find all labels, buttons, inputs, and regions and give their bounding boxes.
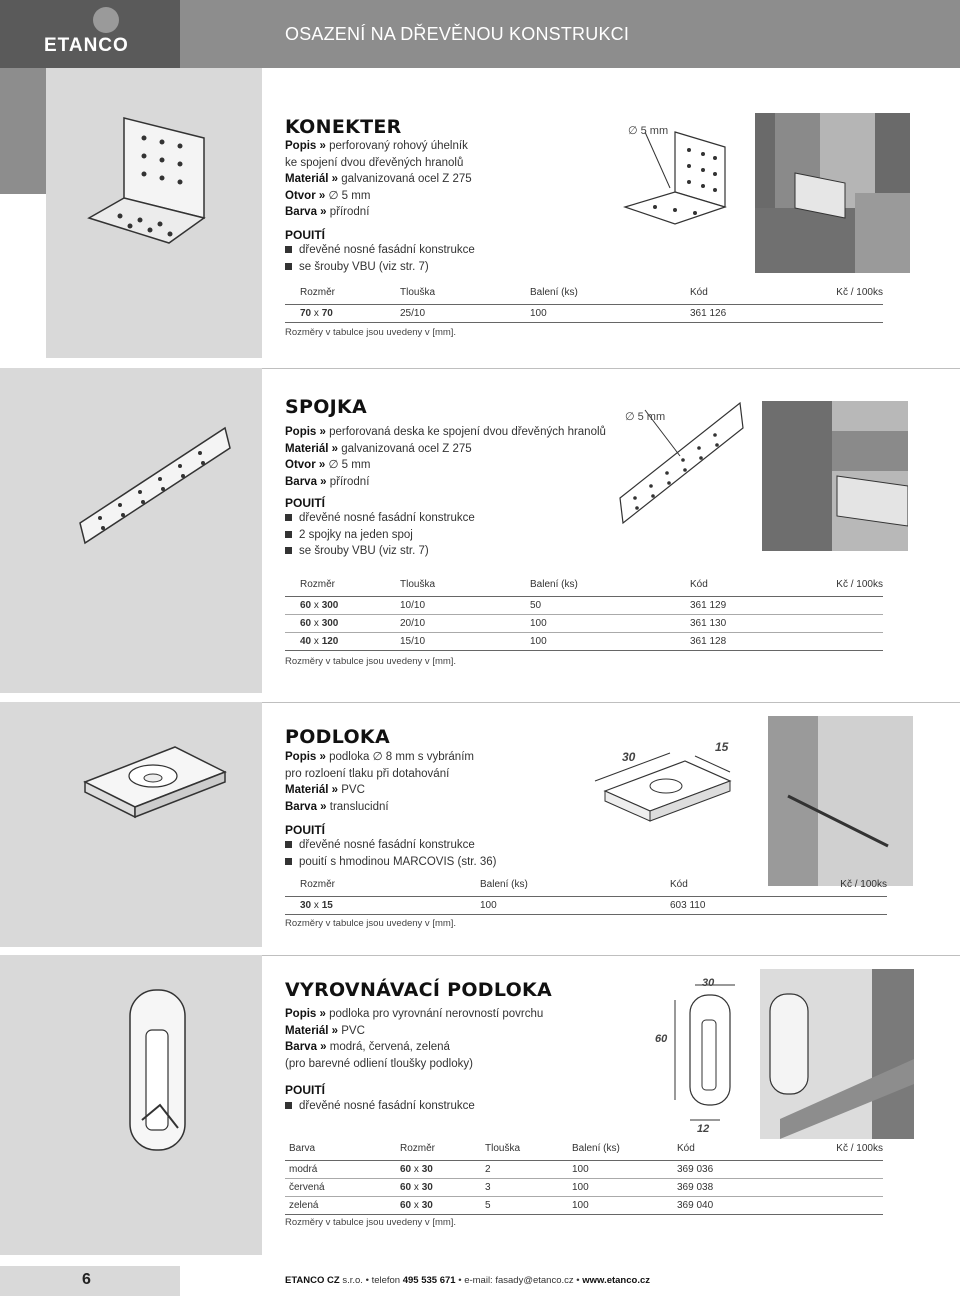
- dimension-label-12: 12: [697, 1123, 710, 1135]
- usage-item: se šrouby VBU (viz str. 7): [285, 543, 475, 560]
- shim-dimension-drawing: [650, 975, 750, 1135]
- table-row: 40 x 120 15/10 100 361 128: [285, 632, 883, 650]
- levelling-shim-illustration: [120, 980, 200, 1160]
- section-konekter: [0, 68, 960, 358]
- header-title-bar: [180, 0, 960, 68]
- usage-item: pouití s hmodinou MARCOVIS (str. 36): [285, 854, 497, 871]
- desc-line: Popis » perforovaný rohový úhelník: [285, 140, 468, 152]
- product-title: PODLOKA: [285, 726, 390, 748]
- col-header: Kód: [677, 1140, 797, 1160]
- desc-line: Popis » podloka ∅ 8 mm s vybráním: [285, 751, 474, 763]
- desc-line: Otvor » ∅ 5 mm: [285, 189, 371, 202]
- product-title: KONEKTER: [285, 116, 402, 138]
- desc-line: Otvor » ∅ 5 mm: [285, 459, 371, 471]
- table-row: 70 x 70 25/10 100 361 126: [285, 304, 883, 322]
- logo-text: ETANCO: [44, 35, 129, 56]
- col-header: Balení (ks): [572, 1140, 677, 1160]
- col-header: Kód: [670, 876, 820, 896]
- spec-table: [285, 576, 883, 651]
- section-podlozka: [0, 702, 960, 947]
- col-header: Tlouška: [485, 1140, 572, 1160]
- col-header: Balení (ks): [530, 576, 690, 596]
- spec-table: [285, 876, 887, 915]
- desc-line: ke spojení dvou dřevěných hranolů: [285, 156, 464, 169]
- size-cell: 30 x 15: [300, 896, 480, 914]
- hole-diameter-label: ∅ 5 mm: [628, 125, 669, 137]
- usage-list: [285, 837, 497, 870]
- logo-block: [0, 0, 180, 68]
- web-link[interactable]: www.etanco.cz: [582, 1275, 650, 1286]
- installation-photo: [755, 113, 910, 273]
- size-cell: 70 x 70: [300, 304, 400, 322]
- col-header: Kč / 100ks: [797, 1140, 883, 1160]
- angle-bracket-illustration: [74, 108, 244, 258]
- usage-item: dřevěné nosné fasádní konstrukce: [285, 242, 475, 259]
- section-divider: [262, 368, 960, 369]
- col-header: Kč / 100ks: [820, 576, 883, 596]
- spec-table: [285, 284, 883, 323]
- dimension-label-30: 30: [702, 977, 715, 989]
- usage-item: dřevěné nosné fasádní konstrukce: [285, 837, 497, 854]
- size-cell: 60 x 300: [300, 596, 400, 614]
- product-image-panel: [0, 955, 262, 1255]
- flat-plate-illustration: [75, 408, 235, 558]
- size-cell: 60 x 30: [400, 1160, 485, 1178]
- desc-line: Materiál » PVC: [285, 1024, 365, 1037]
- col-header: Tlouška: [400, 576, 530, 596]
- product-description: [285, 1006, 543, 1072]
- desc-line: Barva » přírodní: [285, 206, 370, 218]
- usage-item: dřevěné nosné fasádní konstrukce: [285, 510, 475, 527]
- logo-icon: [93, 7, 119, 33]
- desc-line: Barva » přírodní: [285, 475, 370, 488]
- usage-heading: POUITÍ: [285, 1083, 326, 1097]
- units-note: Rozměry v tabulce jsou uvedeny v [mm].: [285, 656, 457, 667]
- desc-line: Popis » perforovaná deska ke spojení dvou dřevěných hranolů: [285, 426, 606, 438]
- col-header: Rozměr: [300, 576, 400, 596]
- size-cell: 60 x 300: [300, 614, 400, 632]
- email-link[interactable]: fasady@etanco.cz: [495, 1275, 574, 1286]
- product-description: [285, 138, 472, 221]
- washer-illustration: [80, 742, 230, 822]
- usage-heading: POUITÍ: [285, 823, 326, 837]
- page-title: OSAZENÍ NA DŘEVĚNOU KONSTRUKCI: [285, 24, 630, 44]
- table-row: červená 60 x 30 3 100 369 038: [285, 1178, 883, 1196]
- col-header: Tlouška: [400, 284, 530, 304]
- page-number: 6: [82, 1271, 91, 1288]
- desc-line: Materiál » galvanizovaná ocel Z 275: [285, 173, 472, 185]
- product-description: [285, 424, 606, 490]
- col-header: Kč / 100ks: [820, 876, 887, 896]
- units-note: Rozměry v tabulce jsou uvedeny v [mm].: [285, 918, 457, 929]
- usage-list: [285, 510, 475, 560]
- usage-item: dřevěné nosné fasádní konstrukce: [285, 1098, 475, 1115]
- section-vyrovnavaci-podlozka: [0, 955, 960, 1255]
- bullet-icon: •: [458, 1275, 465, 1286]
- col-header: Barva: [285, 1140, 400, 1160]
- usage-heading: POUITÍ: [285, 228, 326, 242]
- product-image-panel: [0, 368, 262, 693]
- installation-photo: [760, 969, 914, 1139]
- section-divider: [262, 955, 960, 956]
- desc-line: pro rozloení tlaku při dotahování: [285, 767, 450, 780]
- col-header: Rozměr: [300, 284, 400, 304]
- col-header: Balení (ks): [480, 876, 670, 896]
- installation-photo: [762, 401, 908, 551]
- contact-line: ETANCO CZ s.r.o. • telefon 495 535 671 • e-mail: fasady@etanco.cz • www.etanco.cz: [285, 1275, 650, 1286]
- desc-line: Materiál » PVC: [285, 784, 365, 796]
- spec-table: [285, 1140, 883, 1215]
- section-spojka: [0, 368, 960, 693]
- col-header: Balení (ks): [530, 284, 690, 304]
- col-header: Kč / 100ks: [820, 284, 883, 304]
- desc-line: Barva » modrá, červená, zelená: [285, 1041, 450, 1053]
- installation-photo: [768, 716, 913, 886]
- page-footer: [0, 1266, 960, 1296]
- table-row: modrá 60 x 30 2 100 369 036: [285, 1160, 883, 1178]
- desc-line: Popis » podloka pro vyrovnání nerovností povrchu: [285, 1008, 544, 1020]
- dimension-label-60: 60: [655, 1033, 668, 1045]
- desc-line: (pro barevné odliení tloušky podloky): [285, 1057, 473, 1070]
- col-header: Kód: [690, 576, 820, 596]
- units-note: Rozměry v tabulce jsou uvedeny v [mm].: [285, 1217, 457, 1228]
- usage-heading: POUITÍ: [285, 496, 326, 510]
- usage-list: [285, 242, 475, 275]
- col-header: Rozměr: [400, 1140, 485, 1160]
- table-row: 60 x 300 20/10 100 361 130: [285, 614, 883, 632]
- table-row: 60 x 300 10/10 50 361 129: [285, 596, 883, 614]
- dimension-label-15: 15: [715, 740, 729, 754]
- product-image-panel: [46, 68, 262, 358]
- bullet-icon: •: [576, 1275, 583, 1286]
- product-description: [285, 749, 474, 815]
- product-title: SPOJKA: [285, 396, 368, 418]
- table-row: 30 x 15 100 603 110: [285, 896, 887, 914]
- size-cell: 60 x 30: [400, 1196, 485, 1214]
- usage-list: [285, 1098, 475, 1115]
- product-image-panel: [0, 702, 262, 947]
- table-row: zelená 60 x 30 5 100 369 040: [285, 1196, 883, 1214]
- size-cell: 60 x 30: [400, 1178, 485, 1196]
- col-header: Kód: [690, 284, 820, 304]
- page-header: [0, 0, 960, 68]
- usage-item: se šrouby VBU (viz str. 7): [285, 259, 475, 276]
- units-note: Rozměry v tabulce jsou uvedeny v [mm].: [285, 327, 457, 338]
- size-cell: 40 x 120: [300, 632, 400, 650]
- usage-item: 2 spojky na jeden spoj: [285, 527, 475, 544]
- page-number-box: [0, 1266, 180, 1296]
- dimension-label-30: 30: [622, 750, 636, 764]
- section-divider: [262, 702, 960, 703]
- bullet-icon: •: [365, 1275, 372, 1286]
- product-title: VYROVNÁVACÍ PODLOKA: [285, 979, 553, 1001]
- hole-diameter-label: ∅ 5 mm: [625, 411, 666, 423]
- col-header: Rozměr: [300, 876, 480, 896]
- desc-line: Materiál » galvanizovaná ocel Z 275: [285, 442, 472, 455]
- desc-line: Barva » translucidní: [285, 800, 389, 813]
